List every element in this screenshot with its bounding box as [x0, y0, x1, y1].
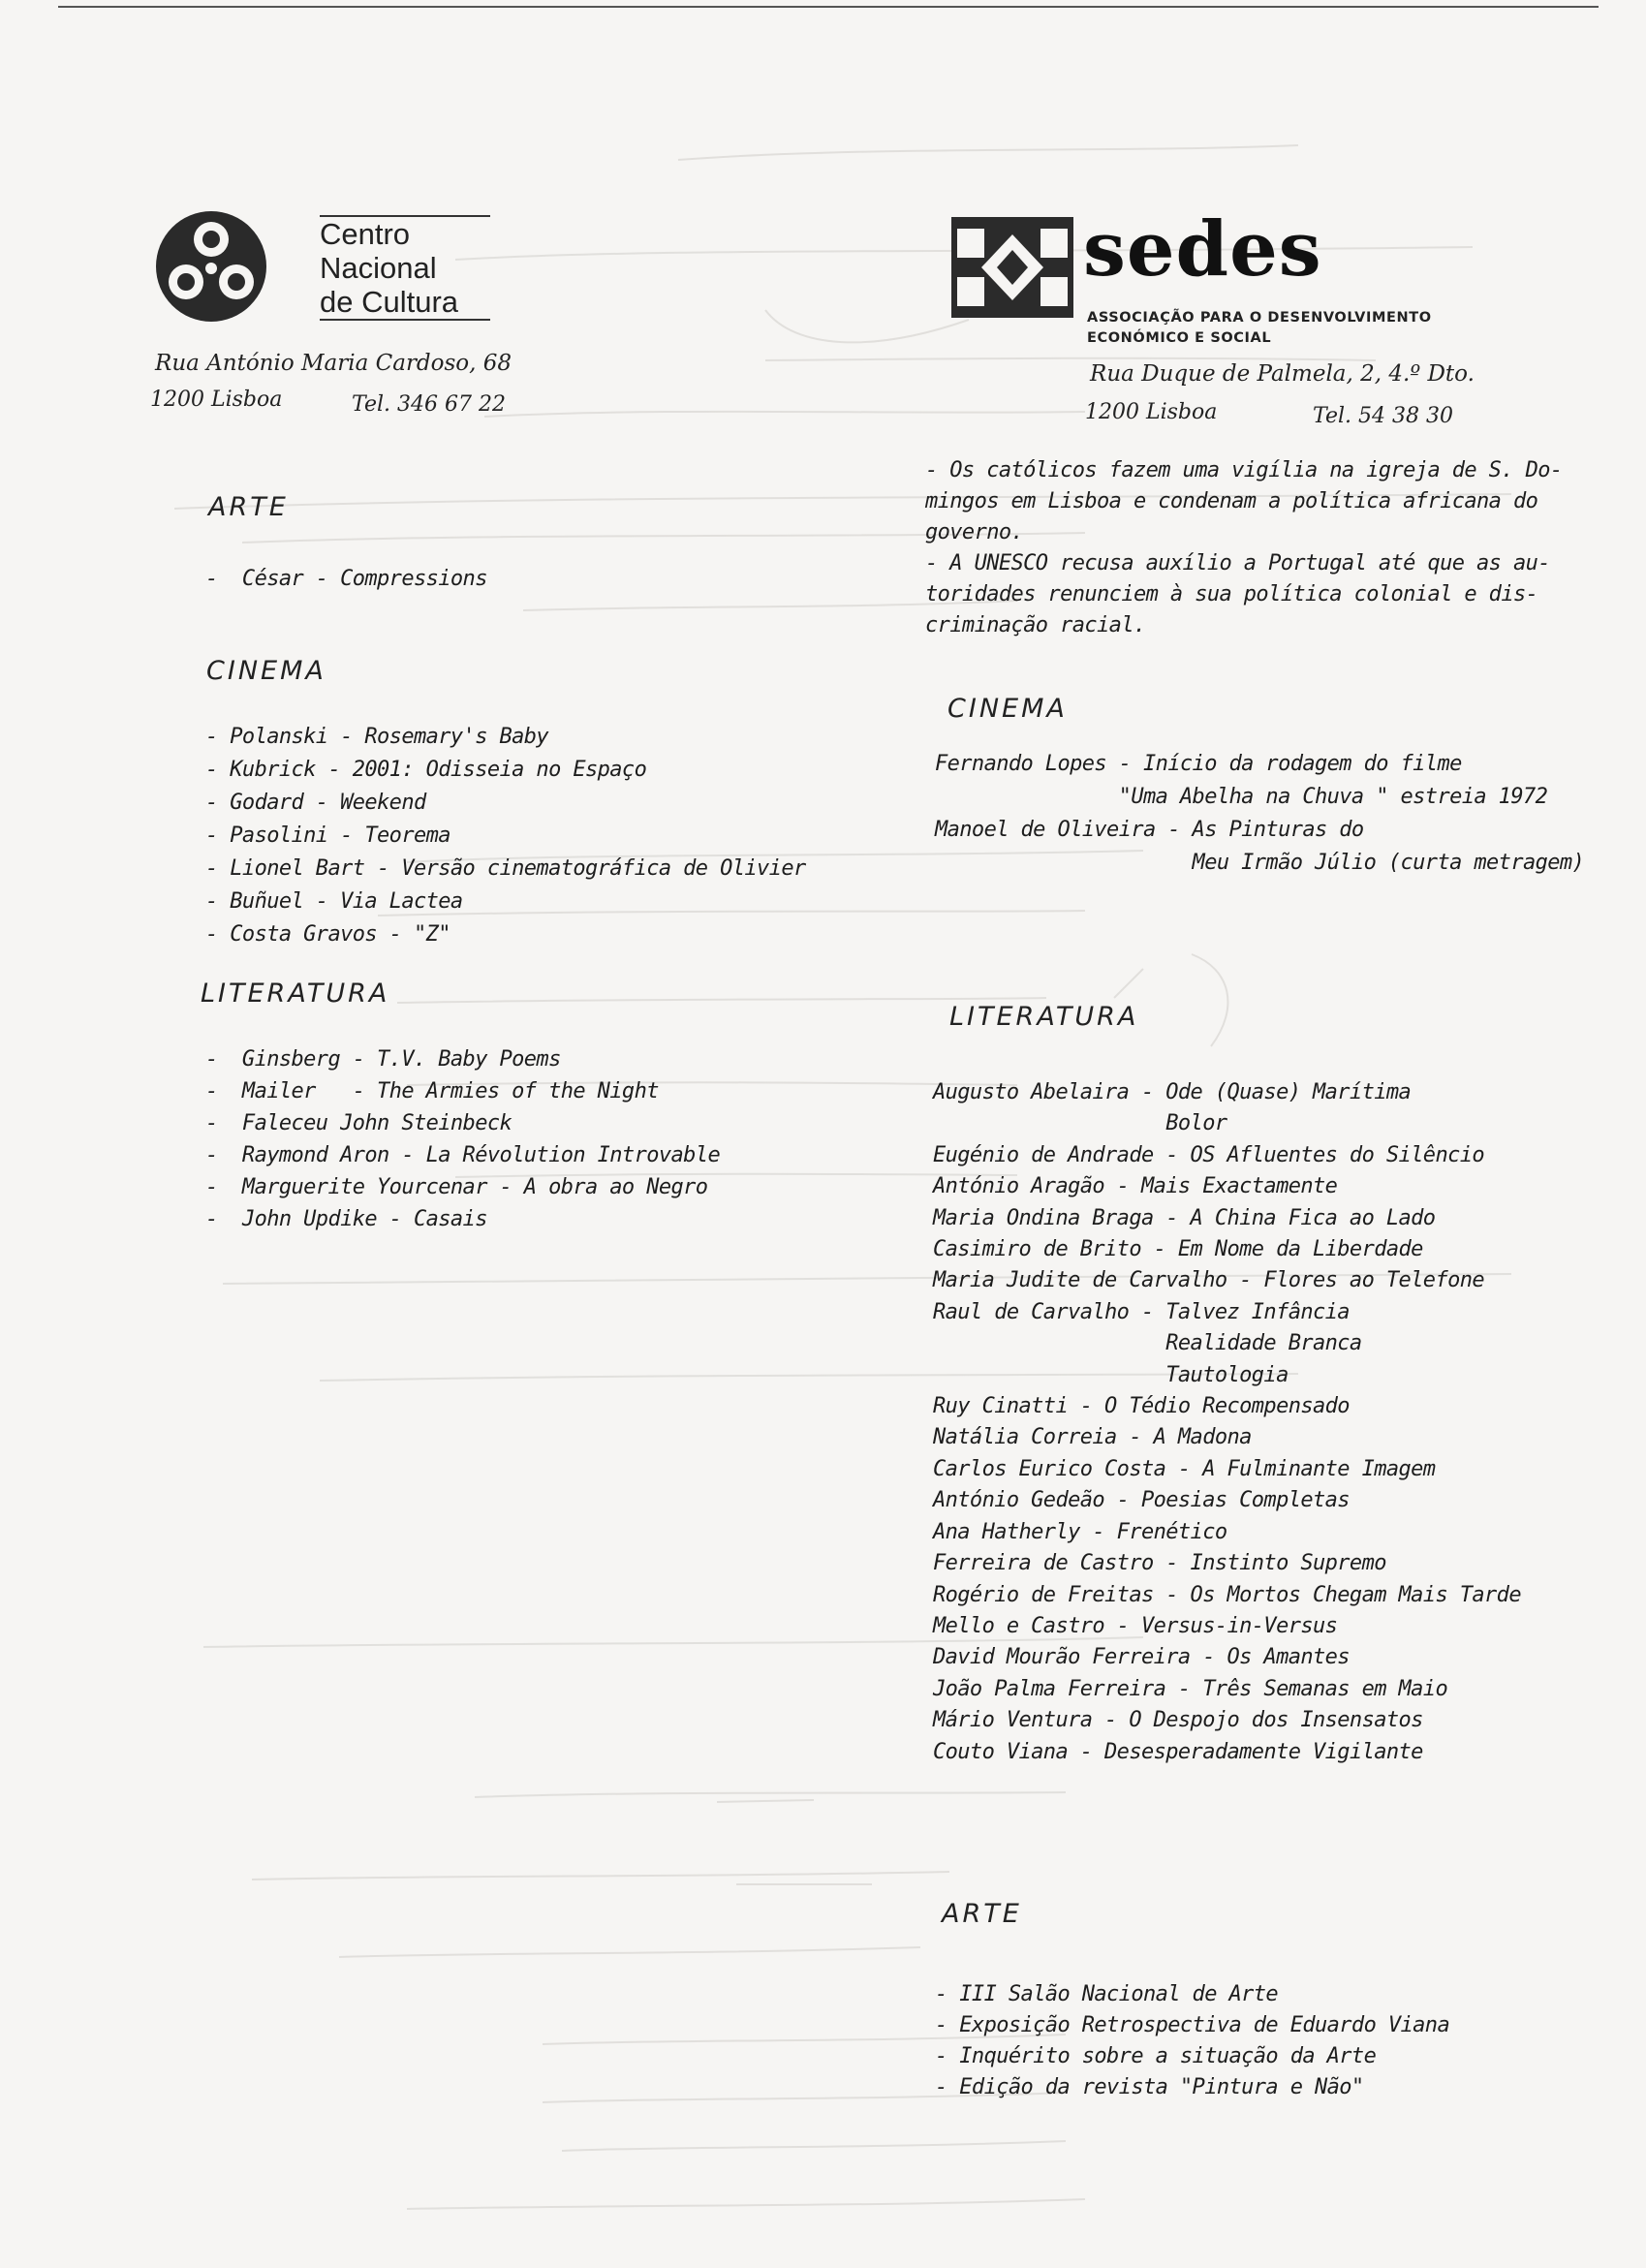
sedes-wordmark: sedes [1083, 205, 1322, 294]
left-cinema-heading: CINEMA [206, 656, 326, 686]
literatura-line: Eugénio de Andrade - OS Afluentes do Silêncio [933, 1142, 1485, 1167]
right-literatura-list [933, 1077, 1521, 1768]
literatura-line: Carlos Eurico Costa - A Fulminante Imagem [933, 1456, 1436, 1481]
literatura-line: Casimiro de Brito - Em Nome da Liberdade [933, 1237, 1423, 1262]
literatura-line: Raul de Carvalho - Talvez Infância [933, 1299, 1350, 1324]
left-literatura-list [205, 1044, 721, 1231]
list-item: - Godard - Weekend [205, 791, 426, 815]
intro-line: governo. [925, 520, 1024, 544]
list-item: - Pasolini - Teorema [205, 823, 450, 848]
intro-line: criminação racial. [925, 613, 1146, 637]
right-arte-list [935, 1979, 1449, 2103]
list-item: - III Salão Nacional de Arte [935, 1982, 1279, 2006]
right-cinema-heading: CINEMA [947, 694, 1068, 724]
right-cinema-block [935, 748, 1584, 880]
list-item: - Inquérito sobre a situação da Arte [935, 2044, 1377, 2068]
list-item: - John Updike - Casais [205, 1207, 487, 1231]
literatura-line: Couto Viana - Desesperadamente Vigilante [933, 1739, 1423, 1764]
left-arte-heading: ARTE [208, 492, 289, 522]
list-item: - Polanski - Rosemary's Baby [205, 725, 549, 749]
literatura-line: António Aragão - Mais Exactamente [933, 1174, 1338, 1199]
left-literatura-heading: LITERATURA [201, 979, 390, 1009]
literatura-line: Natália Correia - A Madona [933, 1425, 1252, 1450]
literatura-line: João Palma Ferreira - Três Semanas em Maio [933, 1676, 1448, 1701]
list-item: - Lionel Bart - Versão cinematográfica de Olivier [205, 856, 806, 881]
list-item: - Raymond Aron - La Révolution Introvable [205, 1143, 721, 1167]
list-item: - Mailer - The Armies of the Night [205, 1079, 659, 1103]
literatura-line: Mário Ventura - O Despojo dos Insensatos [933, 1708, 1423, 1733]
right-literatura-heading: LITERATURA [949, 1002, 1139, 1032]
intro-line: mingos em Lisboa e condenam a política africana do [925, 489, 1538, 513]
sedes-phone: Tel. 54 38 30 [1313, 404, 1453, 428]
literatura-line: Tautologia [933, 1362, 1289, 1387]
literatura-line: Maria Judite de Carvalho - Flores ao Telefone [933, 1268, 1485, 1293]
literatura-line: Ana Hatherly - Frenético [933, 1519, 1227, 1544]
intro-line: - A UNESCO recusa auxílio a Portugal até que as au- [925, 551, 1550, 575]
cnc-wordmark [320, 215, 490, 321]
literatura-line: Rogério de Freitas - Os Mortos Chegam Mais Tarde [933, 1582, 1521, 1607]
list-item: - Buñuel - Via Lactea [205, 889, 463, 914]
right-arte-heading: ARTE [942, 1899, 1022, 1929]
literatura-line: Augusto Abelaira - Ode (Quase) Marítima [933, 1080, 1412, 1104]
list-item: - Costa Gravos - "Z" [205, 922, 450, 947]
sedes-city: 1200 Lisboa [1085, 400, 1218, 424]
left-arte-item: - César - Compressions [205, 567, 487, 591]
intro-line: - Os católicos fazem uma vigília na igreja de S. Do- [925, 458, 1563, 482]
sedes-subtitle [1087, 308, 1432, 349]
sedes-subtitle-line2: ECONÓMICO E SOCIAL [1087, 330, 1272, 346]
cnc-address: Rua António Maria Cardoso, 68 [155, 351, 512, 376]
cinema-line: Fernando Lopes - Início da rodagem do filme [935, 752, 1462, 776]
cinema-line: Meu Irmão Júlio (curta metragem) [935, 851, 1585, 875]
right-intro-block [925, 455, 1563, 641]
cnc-name-line3: de Cultura [320, 285, 459, 319]
list-item: - Edição da revista "Pintura e Não" [935, 2075, 1364, 2099]
literatura-line: Mello e Castro - Versus-in-Versus [933, 1613, 1338, 1638]
intro-line: toridades renunciem à sua política colonial e dis- [925, 582, 1538, 606]
list-item: - Ginsberg - T.V. Baby Poems [205, 1047, 561, 1072]
cnc-phone: Tel. 346 67 22 [352, 392, 506, 417]
list-item: - Faleceu John Steinbeck [205, 1111, 512, 1135]
cnc-name-line1: Centro [320, 217, 411, 251]
left-cinema-list [205, 722, 806, 947]
literatura-line: Ferreira de Castro - Instinto Supremo [933, 1551, 1386, 1576]
list-item: - Marguerite Yourcenar - A obra ao Negro [205, 1175, 708, 1199]
cnc-logo-icon [153, 208, 269, 325]
literatura-line: David Mourão Ferreira - Os Amantes [933, 1645, 1350, 1670]
sedes-subtitle-line1: ASSOCIAÇÃO PARA O DESENVOLVIMENTO [1087, 310, 1432, 326]
literatura-line: António Gedeão - Poesias Completas [933, 1488, 1350, 1513]
list-item: - Exposição Retrospectiva de Eduardo Viana [935, 2013, 1450, 2037]
sedes-address: Rua Duque de Palmela, 2, 4.º Dto. [1090, 361, 1475, 387]
cinema-line: "Uma Abelha na Chuva " estreia 1972 [935, 785, 1548, 809]
literatura-line: Bolor [933, 1111, 1227, 1136]
literatura-line: Realidade Branca [933, 1331, 1362, 1356]
literatura-line: Maria Ondina Braga - A China Fica ao Lado [933, 1205, 1436, 1230]
cinema-line: Manoel de Oliveira - As Pinturas do [935, 818, 1364, 842]
literatura-line: Ruy Cinatti - O Tédio Recompensado [933, 1394, 1350, 1419]
list-item: - Kubrick - 2001: Odisseia no Espaço [205, 758, 647, 782]
sedes-logo-icon [951, 217, 1073, 318]
cnc-city: 1200 Lisboa [150, 388, 283, 412]
cnc-name-line2: Nacional [320, 251, 437, 285]
